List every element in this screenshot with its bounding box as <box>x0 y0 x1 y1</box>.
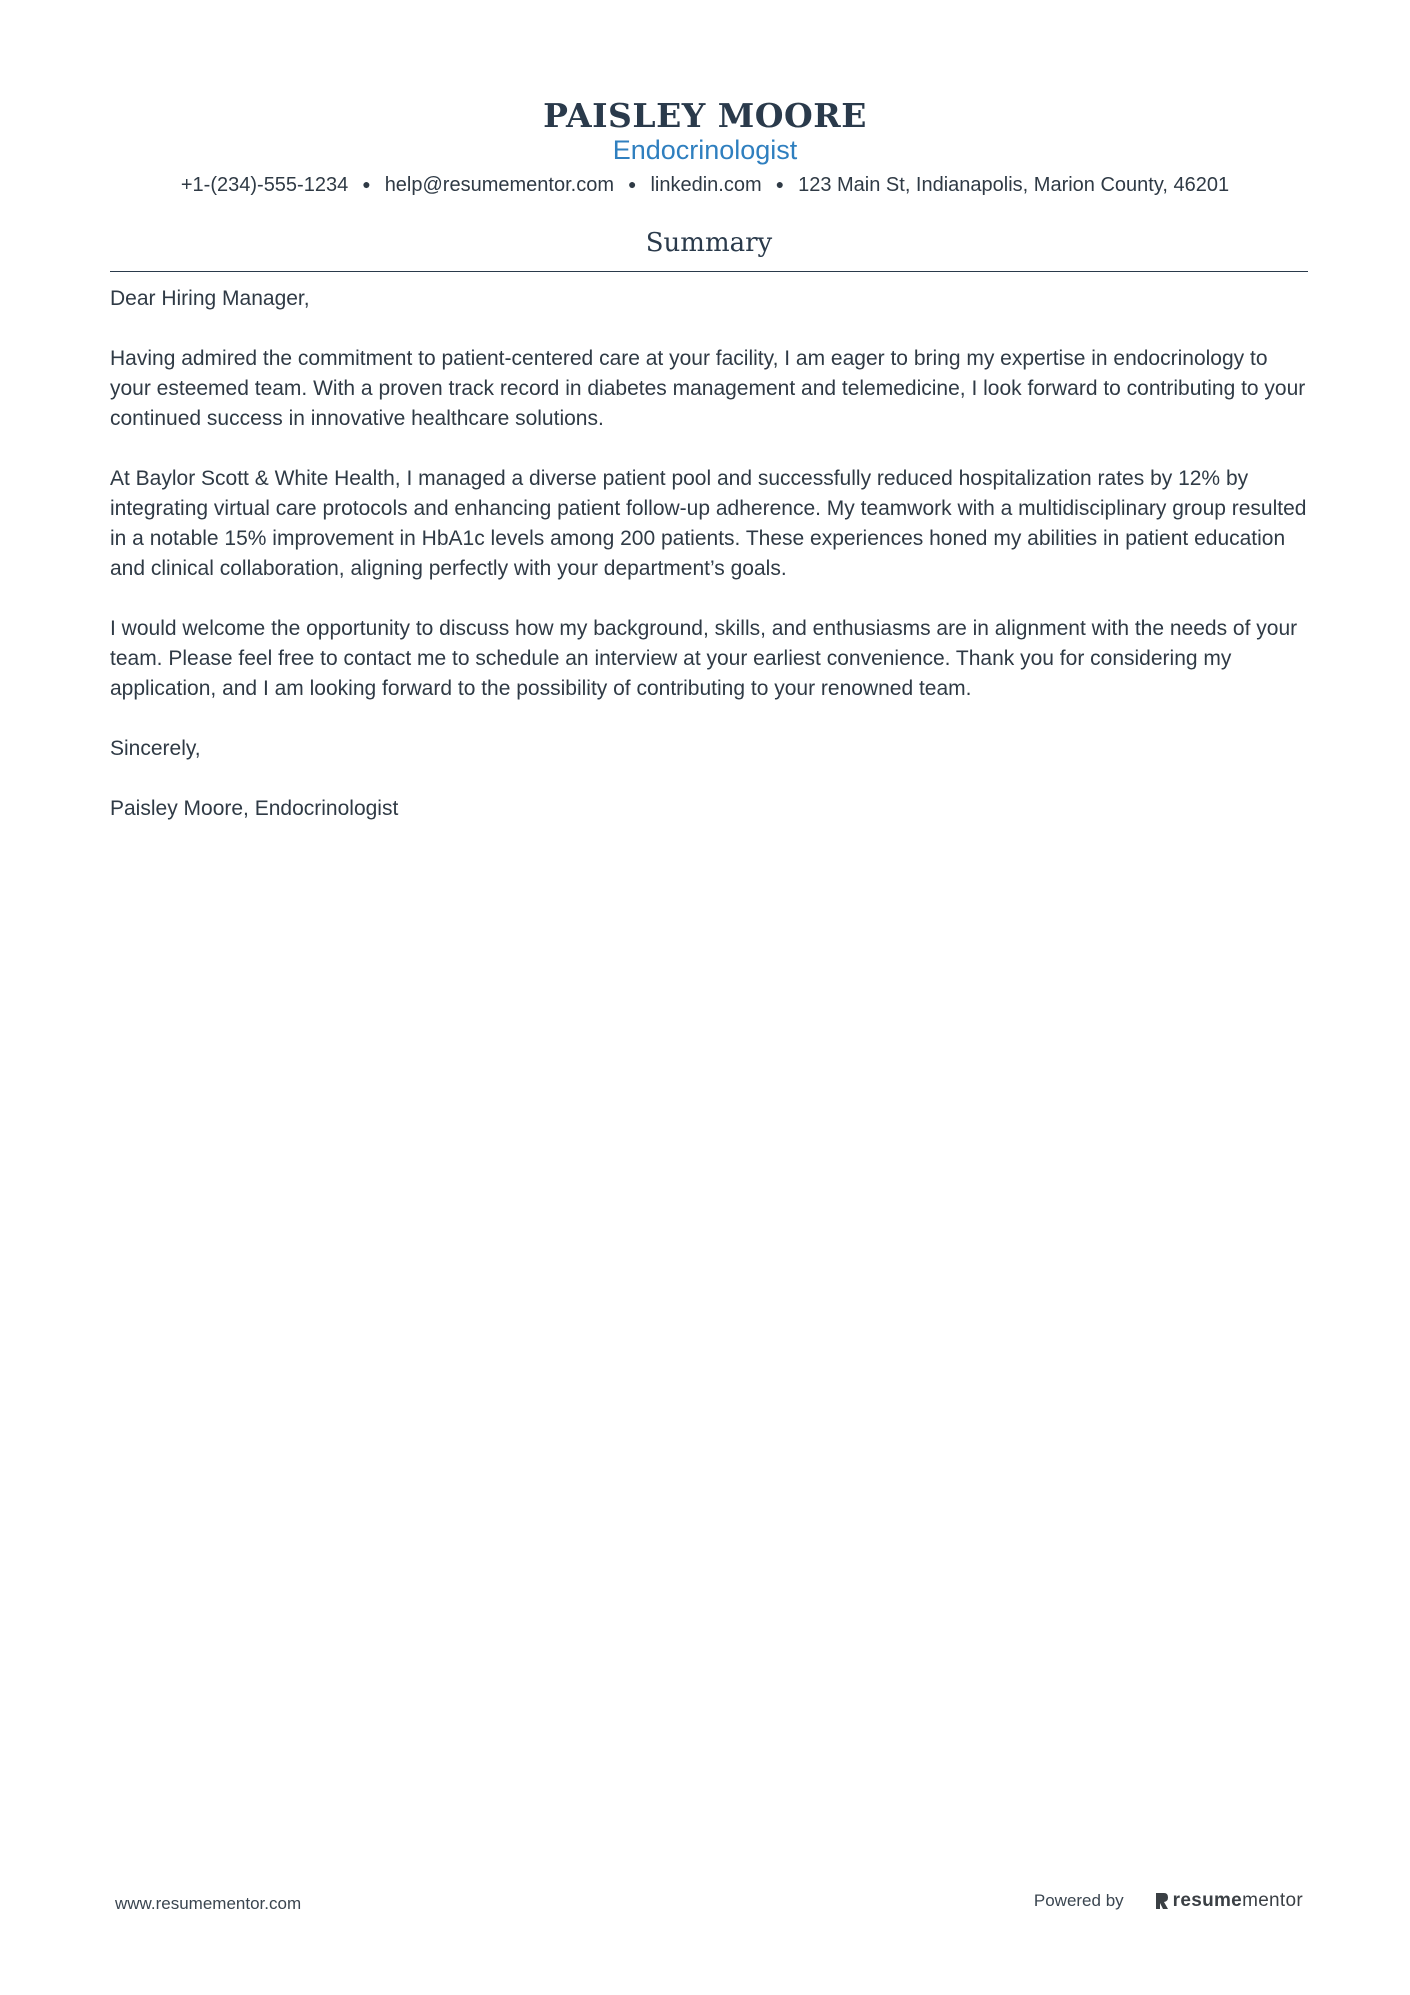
letter-paragraph: Having admired the commitment to patient-centered care at your facility, I am eager to bring my expertise in endocrinology to your esteemed team. With a proven track record in diabetes management and telemedicine, I look forward to contributing to your continued success in innovative healthcare solutions. <box>110 347 1306 430</box>
resumementor-logo-icon <box>1154 1891 1170 1911</box>
section-title: Summary <box>645 228 773 258</box>
footer-website[interactable]: www.resumementor.com <box>115 1894 302 1913</box>
header <box>0 98 1410 198</box>
contact-address: 123 Main St, Indianapolis, Marion County, 46201 <box>798 174 1230 197</box>
letter-paragraph: At Baylor Scott & White Health, I managed a diverse patient pool and successfully reduced hospitalization rates by 12% by integrating virtual care protocols and enhancing patient follow-up adherence. My teamwork with a multidisciplinary group resulted in a notable 15% improvement in HbA1c levels among 200 patients. These experiences honed my abilities in patient education and clinical collaboration, aligning perfectly with your department’s goals. <box>110 467 1307 580</box>
bullet-separator-icon: ● <box>775 176 785 193</box>
brand-logo[interactable] <box>1154 1890 1303 1912</box>
contact-line <box>0 172 1410 198</box>
bullet-separator-icon: ● <box>627 176 637 193</box>
brand-text-mentor: mentor <box>1242 1890 1303 1911</box>
candidate-name: PAISLEY MOORE <box>543 96 867 135</box>
section-divider <box>110 271 1308 272</box>
bullet-separator-icon: ● <box>362 176 371 193</box>
letter-closing: Sincerely, <box>110 737 201 760</box>
brand-text-resume: resume <box>1172 1890 1243 1911</box>
letter-body <box>110 284 1308 854</box>
footer-branding <box>1034 1890 1303 1912</box>
contact-email[interactable]: help@resumementor.com <box>384 174 614 197</box>
letter-signature: Paisley Moore, Endocrinologist <box>110 797 399 820</box>
job-title: Endocrinologist <box>612 135 798 166</box>
letter-salutation: Dear Hiring Manager, <box>110 287 310 310</box>
contact-linkedin[interactable]: linkedin.com <box>650 174 762 197</box>
powered-by-label: Powered by <box>1033 1891 1124 1910</box>
letter-paragraph: I would welcome the opportunity to discuss how my background, skills, and enthusiasms are in alignment with the needs of your team. Please feel free to contact me to schedule an interview at your earliest convenience. Thank you for considering my application, and I am looking forward to the possibility of contributing to your renowned team. <box>110 617 1298 700</box>
contact-phone: +1-(234)-555-1234 <box>180 174 349 197</box>
